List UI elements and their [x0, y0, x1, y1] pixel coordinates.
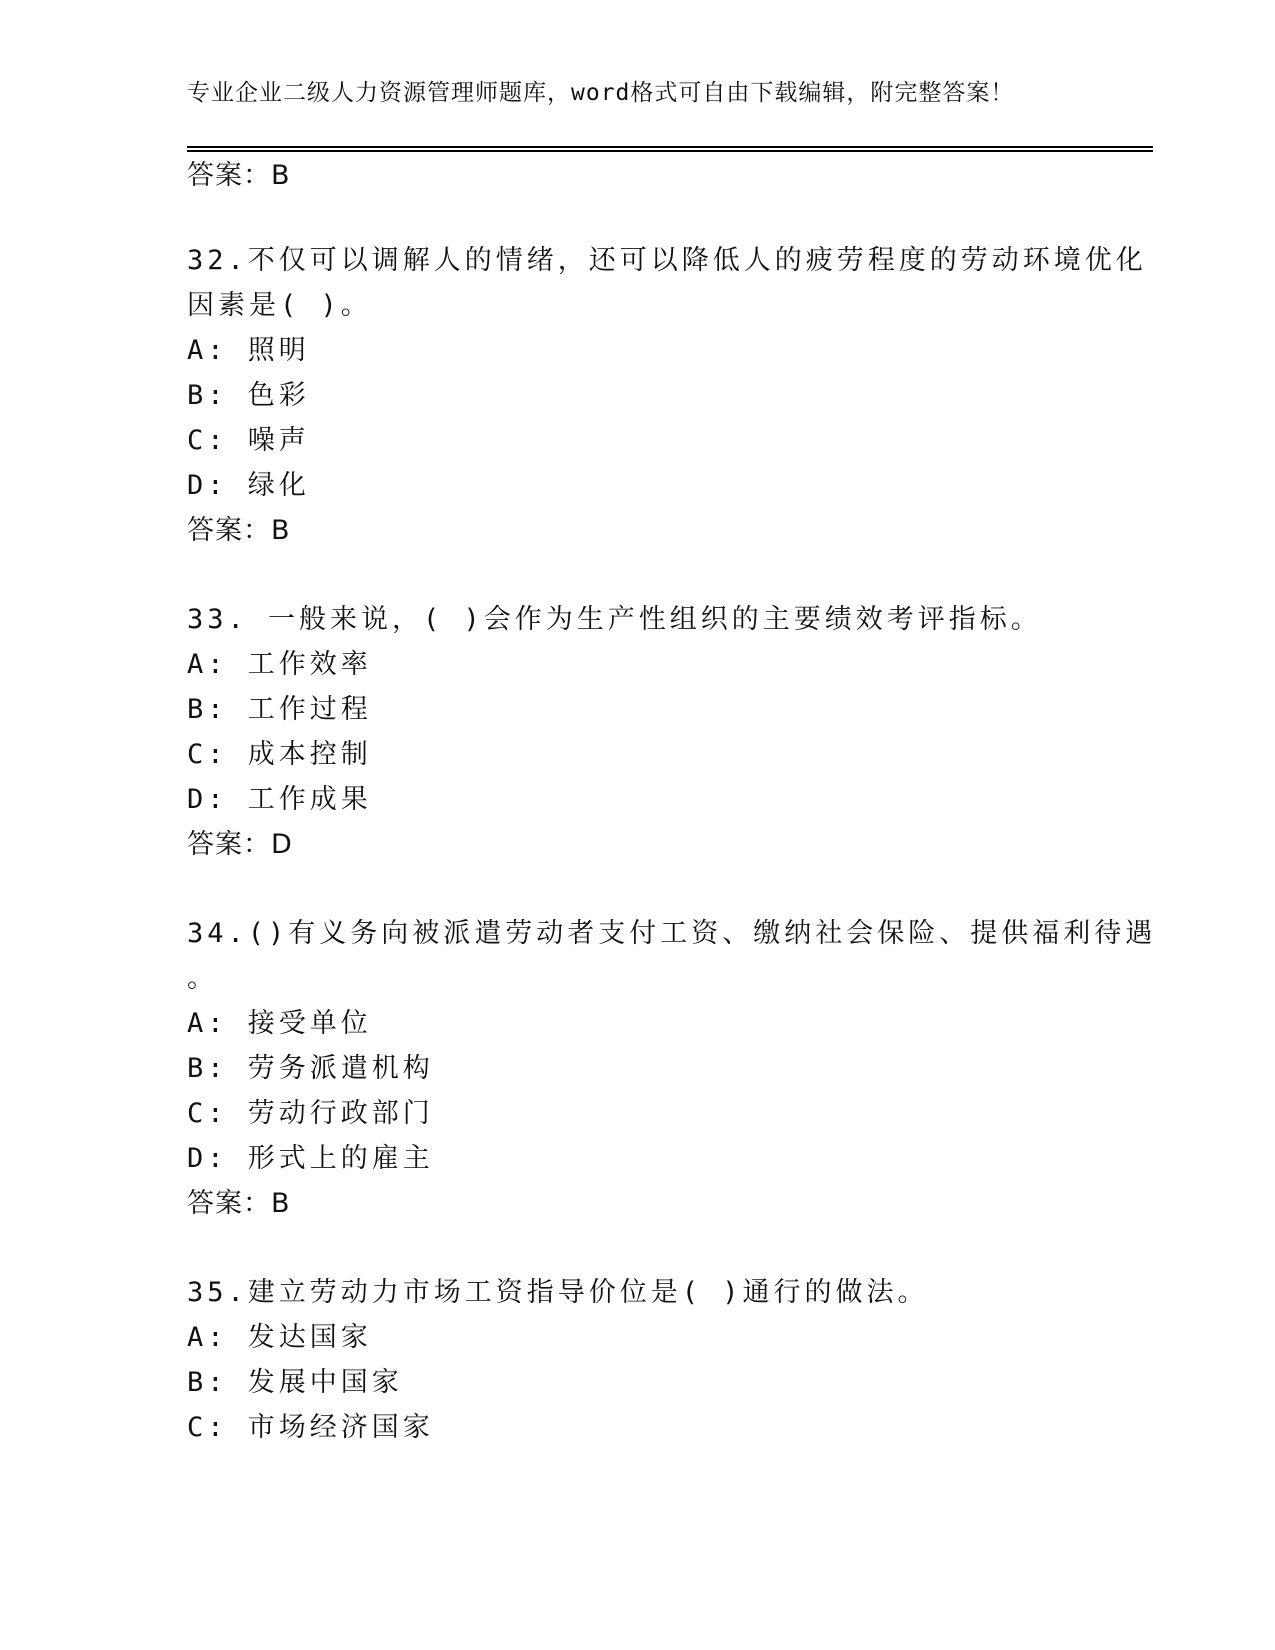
question-32-answer: 答案：B — [187, 515, 291, 546]
question-34-answer: 答案：B — [187, 1188, 291, 1219]
question-32-stem-line-2: 因素是( )。 — [187, 290, 372, 321]
question-32-option-d: D: 绿化 — [187, 470, 310, 501]
question-35-option-b: B: 发展中国家 — [187, 1367, 403, 1398]
question-34-option-d: D: 形式上的雇主 — [187, 1143, 434, 1174]
question-33-stem-line-1: 33. 一般来说，( )会作为生产性组织的主要绩效考评指标。 — [187, 604, 1042, 635]
question-33-answer: 答案：D — [187, 829, 293, 860]
question-35-stem-line-1: 35.建立劳动力市场工资指导价位是( )通行的做法。 — [187, 1277, 929, 1308]
question-35-option-c: C: 市场经济国家 — [187, 1412, 434, 1443]
question-34-option-b: B: 劳务派遣机构 — [187, 1053, 434, 1084]
question-34-option-c: C: 劳动行政部门 — [187, 1098, 434, 1129]
question-32-stem-line-1: 32.不仅可以调解人的情绪，还可以降低人的疲劳程度的劳动环境优化 — [187, 245, 1147, 276]
previous-answer: 答案：B — [187, 160, 291, 191]
question-33-option-c: C: 成本控制 — [187, 739, 372, 770]
question-32-option-b: B: 色彩 — [187, 380, 310, 411]
question-32-option-c: C: 噪声 — [187, 425, 310, 456]
header-rule-bottom — [187, 150, 1153, 152]
question-34-stem-line-1: 34.()有义务向被派遣劳动者支付工资、缴纳社会保险、提供福利待遇 — [187, 918, 1157, 949]
question-33-option-b: B: 工作过程 — [187, 694, 372, 725]
header-rule-top — [187, 146, 1153, 148]
question-34-option-a: A: 接受单位 — [187, 1008, 372, 1039]
question-32-option-a: A: 照明 — [187, 335, 310, 366]
question-33-option-a: A: 工作效率 — [187, 649, 372, 680]
question-35-option-a: A: 发达国家 — [187, 1322, 372, 1353]
question-33-option-d: D: 工作成果 — [187, 784, 372, 815]
page-header: 专业企业二级人力资源管理师题库，word格式可自由下载编辑，附完整答案！ — [187, 80, 1015, 106]
question-34-stem-line-2: 。 — [187, 963, 218, 994]
